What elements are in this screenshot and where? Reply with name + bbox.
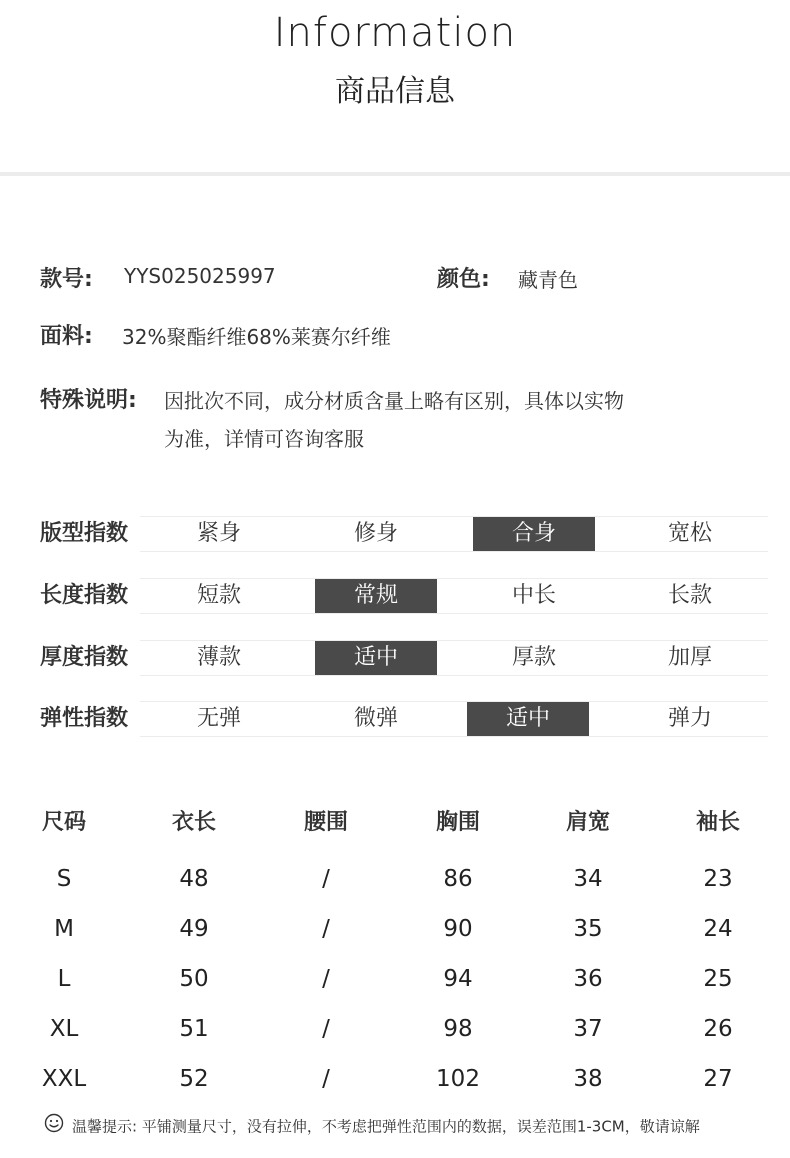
size-table-header: 腰围 — [303, 810, 348, 835]
size-label-cell: XXL — [41, 1066, 87, 1092]
index-row — [0, 578, 790, 614]
size-value-cell: / — [322, 1016, 330, 1042]
size-value-cell: / — [322, 916, 330, 942]
index-option: 紧身 — [196, 521, 241, 546]
index-option-selected: 常规 — [315, 579, 437, 613]
header-divider — [0, 172, 790, 176]
index-row — [0, 701, 790, 737]
size-value-cell: 23 — [703, 866, 733, 892]
index-row-bottom-line — [140, 613, 768, 614]
special-note-label: 特殊说明: — [40, 388, 137, 413]
index-option: 薄款 — [196, 645, 241, 670]
index-option-selected: 适中 — [467, 702, 589, 736]
index-row-bottom-line — [140, 675, 768, 676]
size-label-cell: XL — [49, 1016, 79, 1042]
size-value-cell: 38 — [573, 1066, 603, 1092]
index-option: 宽松 — [667, 521, 712, 546]
index-row — [0, 640, 790, 676]
index-row-bottom-line — [140, 551, 768, 552]
style-no-label: 款号: — [40, 267, 93, 292]
size-value-cell: 27 — [703, 1066, 733, 1092]
index-option: 厚款 — [511, 645, 556, 670]
size-value-cell: 36 — [573, 966, 603, 992]
index-option-selected: 适中 — [315, 641, 437, 675]
index-label: 版型指数 — [40, 521, 129, 546]
size-value-cell: 37 — [573, 1016, 603, 1042]
special-note-line2: 为准，详情可咨询客服 — [164, 427, 364, 451]
index-option: 微弹 — [353, 706, 398, 731]
size-table-header: 肩宽 — [565, 810, 610, 835]
index-option: 中长 — [511, 583, 556, 608]
index-label: 弹性指数 — [40, 706, 129, 731]
page-title-cn: 商品信息 — [335, 74, 455, 109]
size-value-cell: 24 — [703, 916, 733, 942]
size-label-cell: S — [56, 866, 72, 892]
size-label-cell: L — [57, 966, 71, 992]
index-label: 厚度指数 — [40, 645, 129, 670]
style-no-value: YYS025025997 — [124, 264, 276, 288]
smile-icon — [44, 1113, 64, 1141]
index-option: 修身 — [353, 521, 398, 546]
size-value-cell: 90 — [443, 916, 473, 942]
size-label-cell: M — [54, 916, 74, 942]
index-option-selected: 合身 — [473, 517, 595, 551]
size-value-cell: / — [322, 866, 330, 892]
size-value-cell: 98 — [443, 1016, 473, 1042]
size-value-cell: 26 — [703, 1016, 733, 1042]
index-label: 长度指数 — [40, 583, 129, 608]
size-value-cell: 35 — [573, 916, 603, 942]
index-option: 短款 — [196, 583, 241, 608]
size-value-cell: 50 — [179, 966, 209, 992]
size-table-header: 袖长 — [695, 810, 740, 835]
measurement-note — [44, 1113, 784, 1139]
size-value-cell: 25 — [703, 966, 733, 992]
note-text: 温馨提示: 平铺测量尺寸，没有拉伸，不考虑把弹性范围内的数据，误差范围1-3CM，敬请谅解 — [72, 1117, 700, 1136]
index-option: 加厚 — [667, 645, 712, 670]
page-title-en: Information — [273, 10, 517, 56]
size-table-header: 衣长 — [171, 810, 216, 835]
special-note-line1: 因批次不同，成分材质含量上略有区别，具体以实物 — [164, 389, 624, 413]
size-value-cell: 52 — [179, 1066, 209, 1092]
size-value-cell: 48 — [179, 866, 209, 892]
size-table-header: 胸围 — [435, 810, 480, 835]
size-value-cell: 51 — [179, 1016, 209, 1042]
size-value-cell: / — [322, 1066, 330, 1092]
size-value-cell: 34 — [573, 866, 603, 892]
size-value-cell: 102 — [436, 1066, 480, 1092]
size-table-header: 尺码 — [41, 810, 86, 835]
fabric-label: 面料: — [40, 324, 93, 349]
index-row — [0, 516, 790, 552]
index-option: 长款 — [667, 583, 712, 608]
size-value-cell: 86 — [443, 866, 473, 892]
index-option: 无弹 — [196, 706, 241, 731]
size-value-cell: 94 — [443, 966, 473, 992]
color-label: 颜色: — [437, 267, 490, 292]
index-option: 弹力 — [667, 706, 712, 731]
fabric-value: 32%聚酯纤维68%莱赛尔纤维 — [122, 325, 391, 349]
size-value-cell: 49 — [179, 916, 209, 942]
color-value: 藏青色 — [518, 268, 578, 292]
size-value-cell: / — [322, 966, 330, 992]
index-row-bottom-line — [140, 736, 768, 737]
